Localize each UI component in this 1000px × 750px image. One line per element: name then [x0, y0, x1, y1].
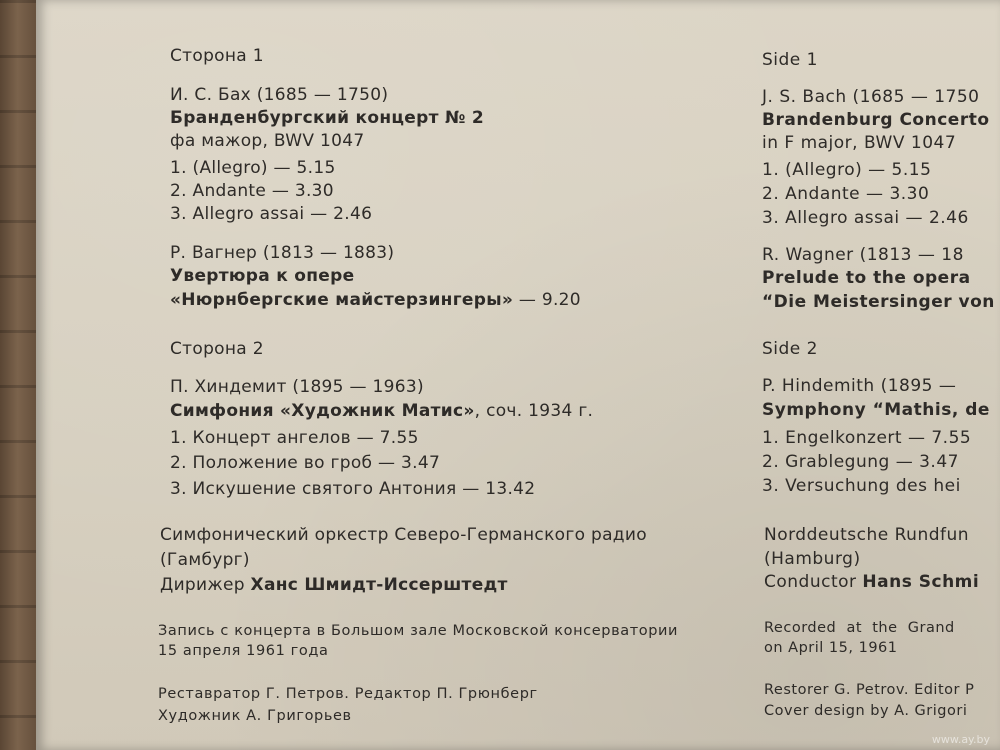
- recording-note-line1: Запись с концерта в Большом зале Московской консерватории: [158, 623, 679, 639]
- en-bach-composer: J. S. Bach (1685 — 1750: [762, 87, 980, 107]
- hindemith-year: , соч. 1934 г.: [474, 401, 594, 421]
- en-hindemith-movement-1: 1. Engelkonzert — 7.55: [762, 428, 972, 448]
- en-hindemith-movement-3: 3. Versuchung des hei: [762, 476, 961, 496]
- side2-heading: Сторона 2: [170, 339, 264, 359]
- wagner-opera-title: «Нюрнбергские майстерзингеры»: [170, 290, 514, 310]
- en-hindemith-movement-2: 2. Grablegung — 3.47: [762, 452, 959, 472]
- en-recording-note-line1: Recorded at the Grand: [764, 620, 955, 636]
- side1-heading: Сторона 1: [170, 46, 264, 66]
- en-conductor-label: Conductor: [764, 572, 863, 592]
- bach-movement-3: 3. Allegro assai — 2.46: [170, 204, 373, 224]
- bach-composer: И. С. Бах (1685 — 1750): [170, 85, 389, 105]
- bach-movement-1: 1. (Allegro) — 5.15: [170, 158, 336, 178]
- hindemith-work: Симфония «Художник Матис»: [170, 401, 475, 421]
- en-hindemith-composer: P. Hindemith (1895 —: [762, 376, 957, 396]
- wagner-duration: — 9.20: [513, 290, 581, 310]
- record-sleeve-back: [36, 0, 1000, 750]
- bach-key: фа мажор, BWV 1047: [170, 131, 365, 151]
- english-column: [36, 0, 1000, 750]
- hindemith-movement-2: 2. Положение во гроб — 3.47: [170, 453, 441, 473]
- en-side1-heading: Side 1: [762, 50, 818, 70]
- en-wagner-composer: R. Wagner (1813 — 18: [762, 245, 964, 265]
- hindemith-composer: П. Хиндемит (1895 — 1963): [170, 377, 424, 397]
- recording-note-line2: 15 апреля 1961 года: [158, 643, 329, 659]
- en-conductor-name: Hans Schmi: [862, 572, 980, 592]
- hindemith-movement-3: 3. Искушение святого Антония — 13.42: [170, 479, 536, 499]
- en-bach-movement-3: 3. Allegro assai — 2.46: [762, 208, 969, 228]
- en-hindemith-work: Symphony “Mathis, de: [762, 400, 990, 420]
- en-bach-movement-1: 1. (Allegro) — 5.15: [762, 160, 932, 180]
- watermark-text: www.ay.by: [931, 733, 990, 746]
- en-orchestra-line1: Norddeutsche Rundfun: [764, 525, 970, 545]
- conductor-label: Дирижер: [160, 575, 251, 595]
- wagner-work-line1: Увертюра к опере: [170, 266, 355, 286]
- en-wagner-work-line2: “Die Meistersinger von: [762, 292, 995, 312]
- wagner-composer: Р. Вагнер (1813 — 1883): [170, 243, 395, 263]
- en-bach-work: Brandenburg Concerto: [762, 110, 990, 130]
- en-orchestra-line2: (Hamburg): [764, 549, 861, 569]
- en-recording-note-line2: on April 15, 1961: [764, 640, 898, 656]
- conductor-name: Ханс Шмидт-Иссерштедт: [250, 575, 508, 595]
- credits-line1: Реставратор Г. Петров. Редактор П. Грюнберг: [158, 686, 538, 702]
- en-bach-movement-2: 2. Andante — 3.30: [762, 184, 930, 204]
- en-credits-line2: Cover design by A. Grigori: [764, 703, 968, 719]
- en-wagner-work-line1: Prelude to the opera: [762, 268, 971, 288]
- en-credits-line1: Restorer G. Petrov. Editor P: [764, 682, 975, 698]
- bach-work: Бранденбургский концерт № 2: [170, 108, 485, 128]
- orchestra-line1: Симфонический оркестр Северо-Германского радио: [160, 525, 647, 545]
- hindemith-movement-1: 1. Концерт ангелов — 7.55: [170, 428, 419, 448]
- bach-movement-2: 2. Andante — 3.30: [170, 181, 334, 201]
- en-side2-heading: Side 2: [762, 339, 818, 359]
- en-bach-key: in F major, BWV 1047: [762, 133, 957, 153]
- en-conductor-line: [764, 572, 979, 592]
- credits-line2: Художник А. Григорьев: [158, 708, 352, 724]
- orchestra-line2: (Гамбург): [160, 550, 250, 570]
